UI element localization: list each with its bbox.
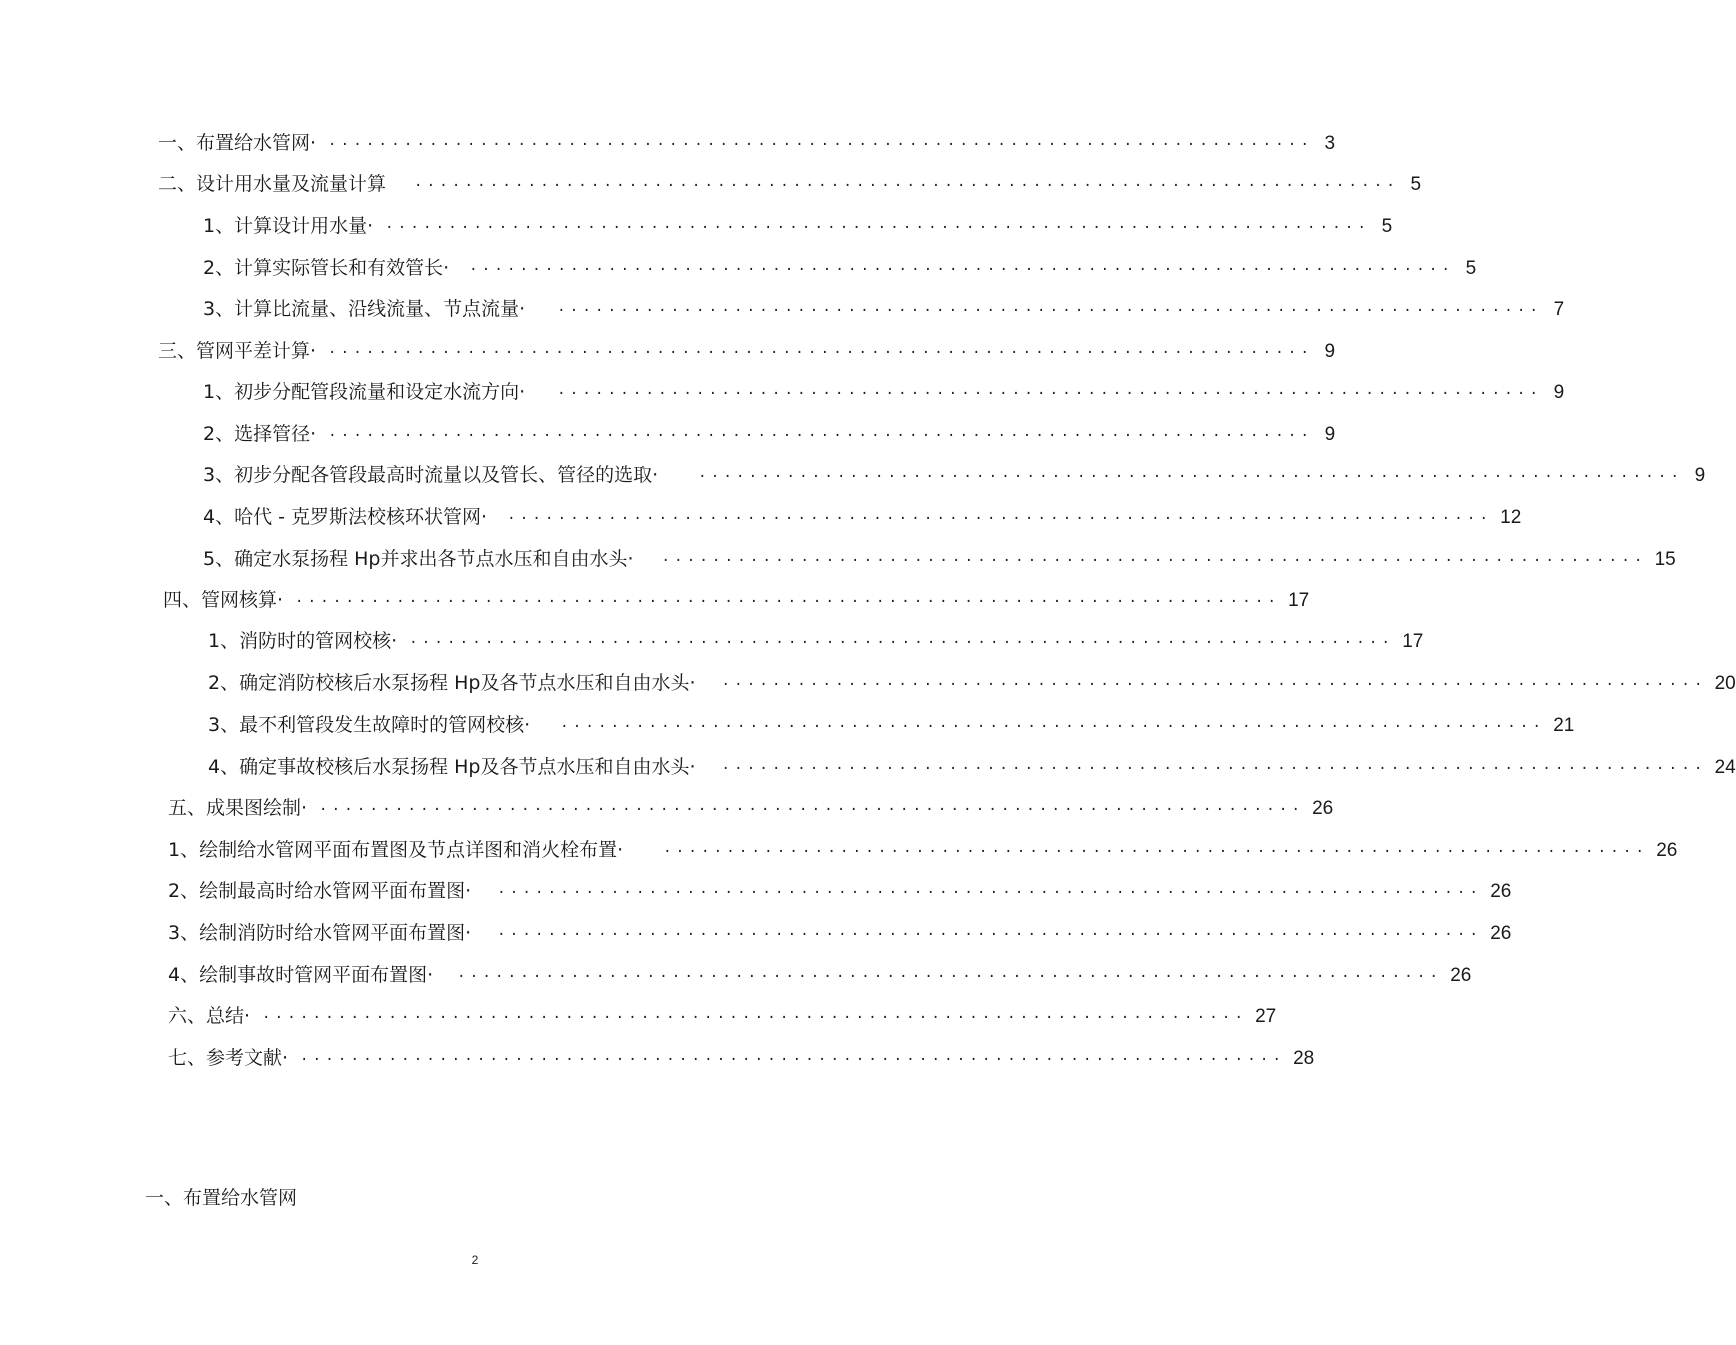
toc-entry-title: 一、布置给水管网· xyxy=(158,132,317,154)
toc-leader-dots: ·············································································· xyxy=(328,137,1314,153)
toc-entry[interactable] xyxy=(203,214,1393,240)
toc-entry-page: 3 xyxy=(1324,133,1336,154)
toc-entry[interactable] xyxy=(158,339,1336,365)
toc-entry-title: 2、绘制最高时给水管网平面布置图· xyxy=(168,880,472,902)
toc-leader-dots: ·············································································· xyxy=(328,428,1314,444)
toc-entry[interactable] xyxy=(168,838,1678,864)
section-heading: 一、布置给水管网 xyxy=(145,1187,298,1209)
toc-entry[interactable] xyxy=(203,256,1477,282)
toc-entry[interactable] xyxy=(203,547,1676,573)
toc-leader-dots: ·············································································· xyxy=(497,885,1483,901)
toc-leader-dots: ·············································································· xyxy=(319,802,1305,818)
toc-leader-dots: ·············································································· xyxy=(328,345,1314,361)
toc-leader-dots: ·············································································· xyxy=(507,511,1493,527)
toc-leader-dots: ·············································································· xyxy=(469,262,1455,278)
page-number: 2 xyxy=(471,1253,479,1267)
toc-entry-title: 3、绘制消防时给水管网平面布置图· xyxy=(168,922,472,944)
toc-leader-dots: ·············································································· xyxy=(409,635,1395,651)
toc-entry-title: 3、初步分配各管段最高时流量以及管长、管径的选取· xyxy=(203,464,659,486)
toc-entry-title: 1、初步分配管段流量和设定水流方向· xyxy=(203,381,526,403)
toc-entry-title: 五、成果图绘制· xyxy=(168,797,308,819)
toc-leader-dots: ·············································································· xyxy=(698,469,1684,485)
toc-entry-page: 17 xyxy=(1402,631,1424,652)
toc-entry-page: 26 xyxy=(1450,965,1472,986)
toc-entry[interactable] xyxy=(158,131,1336,157)
toc-leader-dots: ·············································································· xyxy=(300,1052,1286,1068)
toc-entry[interactable] xyxy=(163,588,1310,614)
toc-leader-dots: ·············································································· xyxy=(457,969,1443,985)
toc-entry-page: 15 xyxy=(1654,549,1676,570)
toc-entry-page: 9 xyxy=(1553,382,1565,403)
toc-entry[interactable] xyxy=(203,463,1706,489)
toc-entry[interactable] xyxy=(168,1004,1277,1030)
toc-entry-page: 12 xyxy=(1500,507,1522,528)
toc-entry-page: 9 xyxy=(1324,341,1336,362)
toc-leader-dots: ·············································································· xyxy=(721,677,1707,693)
toc-entry-page: 9 xyxy=(1324,424,1336,445)
toc-entry-page: 5 xyxy=(1381,216,1393,237)
toc-leader-dots: ·············································································· xyxy=(414,178,1400,194)
toc-entry[interactable] xyxy=(168,879,1512,905)
toc-entry[interactable] xyxy=(168,921,1512,947)
toc-leader-dots: ·············································································· xyxy=(560,719,1546,735)
toc-entry-title: 1、消防时的管网校核· xyxy=(208,630,398,652)
toc-entry[interactable] xyxy=(208,671,1736,697)
toc-entry-title: 4、绘制事故时管网平面布置图· xyxy=(168,964,434,986)
toc-entry-page: 26 xyxy=(1656,840,1678,861)
toc-entry-title: 六、总结· xyxy=(168,1005,251,1027)
toc-entry[interactable] xyxy=(203,297,1565,323)
toc-entry-title: 四、管网核算· xyxy=(163,589,284,611)
toc-leader-dots: ·············································································· xyxy=(661,553,1647,569)
toc-leader-dots: ·············································································· xyxy=(557,386,1543,402)
toc-entry-title: 4、哈代 - 克罗斯法校核环状管网· xyxy=(203,506,488,528)
toc-entry[interactable] xyxy=(208,713,1575,739)
toc-entry-title: 3、最不利管段发生故障时的管网校核· xyxy=(208,714,531,736)
toc-leader-dots: ·············································································· xyxy=(557,303,1543,319)
toc-entry-page: 17 xyxy=(1288,590,1310,611)
toc-entry-title: 二、设计用水量及流量计算 xyxy=(158,173,387,195)
toc-entry-title: 三、管网平差计算· xyxy=(158,340,317,362)
toc-leader-dots: ·············································································· xyxy=(295,594,1281,610)
toc-entry-page: 28 xyxy=(1293,1048,1315,1069)
toc-entry[interactable] xyxy=(203,422,1336,448)
toc-entry-title: 1、绘制给水管网平面布置图及节点详图和消火栓布置· xyxy=(168,839,624,861)
toc-entry-page: 21 xyxy=(1553,715,1575,736)
toc-leader-dots: ·············································································· xyxy=(721,761,1707,777)
toc-entry-title: 3、计算比流量、沿线流量、节点流量· xyxy=(203,298,526,320)
toc-leader-dots: ·············································································· xyxy=(262,1010,1248,1026)
toc-entry[interactable] xyxy=(168,796,1334,822)
toc-entry[interactable] xyxy=(208,629,1424,655)
toc-entry-page: 26 xyxy=(1490,923,1512,944)
toc-entry-title: 2、确定消防校核后水泵扬程 Hp及各节点水压和自由水头· xyxy=(208,672,696,694)
toc-entry-title: 4、确定事故校核后水泵扬程 Hp及各节点水压和自由水头· xyxy=(208,756,696,778)
toc-entry[interactable] xyxy=(168,1046,1315,1072)
toc-entry-page: 5 xyxy=(1465,258,1477,279)
toc-entry[interactable] xyxy=(168,963,1472,989)
toc-entry-title: 5、确定水泵扬程 Hp并求出各节点水压和自由水头· xyxy=(203,548,634,570)
toc-entry[interactable] xyxy=(158,172,1422,198)
toc-entry-title: 1、计算设计用水量· xyxy=(203,215,374,237)
toc-entry-title: 2、选择管径· xyxy=(203,423,317,445)
toc-leader-dots: ·············································································· xyxy=(497,927,1483,943)
toc-entry-page: 9 xyxy=(1694,465,1706,486)
toc-entry-page: 5 xyxy=(1410,174,1422,195)
toc-entry[interactable] xyxy=(203,380,1565,406)
toc-entry[interactable] xyxy=(203,505,1522,531)
toc-entry-page: 7 xyxy=(1553,299,1565,320)
toc-leader-dots: ·············································································· xyxy=(663,844,1649,860)
toc-entry-page: 26 xyxy=(1490,881,1512,902)
toc-entry-page: 26 xyxy=(1312,798,1334,819)
toc-entry-page: 27 xyxy=(1255,1006,1277,1027)
toc-entry-title: 2、计算实际管长和有效管长· xyxy=(203,257,450,279)
toc-entry-page: 24 xyxy=(1714,757,1736,778)
toc-entry[interactable] xyxy=(208,755,1736,781)
toc-entry-title: 七、参考文献· xyxy=(168,1047,289,1069)
toc-leader-dots: ·············································································· xyxy=(385,220,1371,236)
toc-entry-page: 20 xyxy=(1714,673,1736,694)
